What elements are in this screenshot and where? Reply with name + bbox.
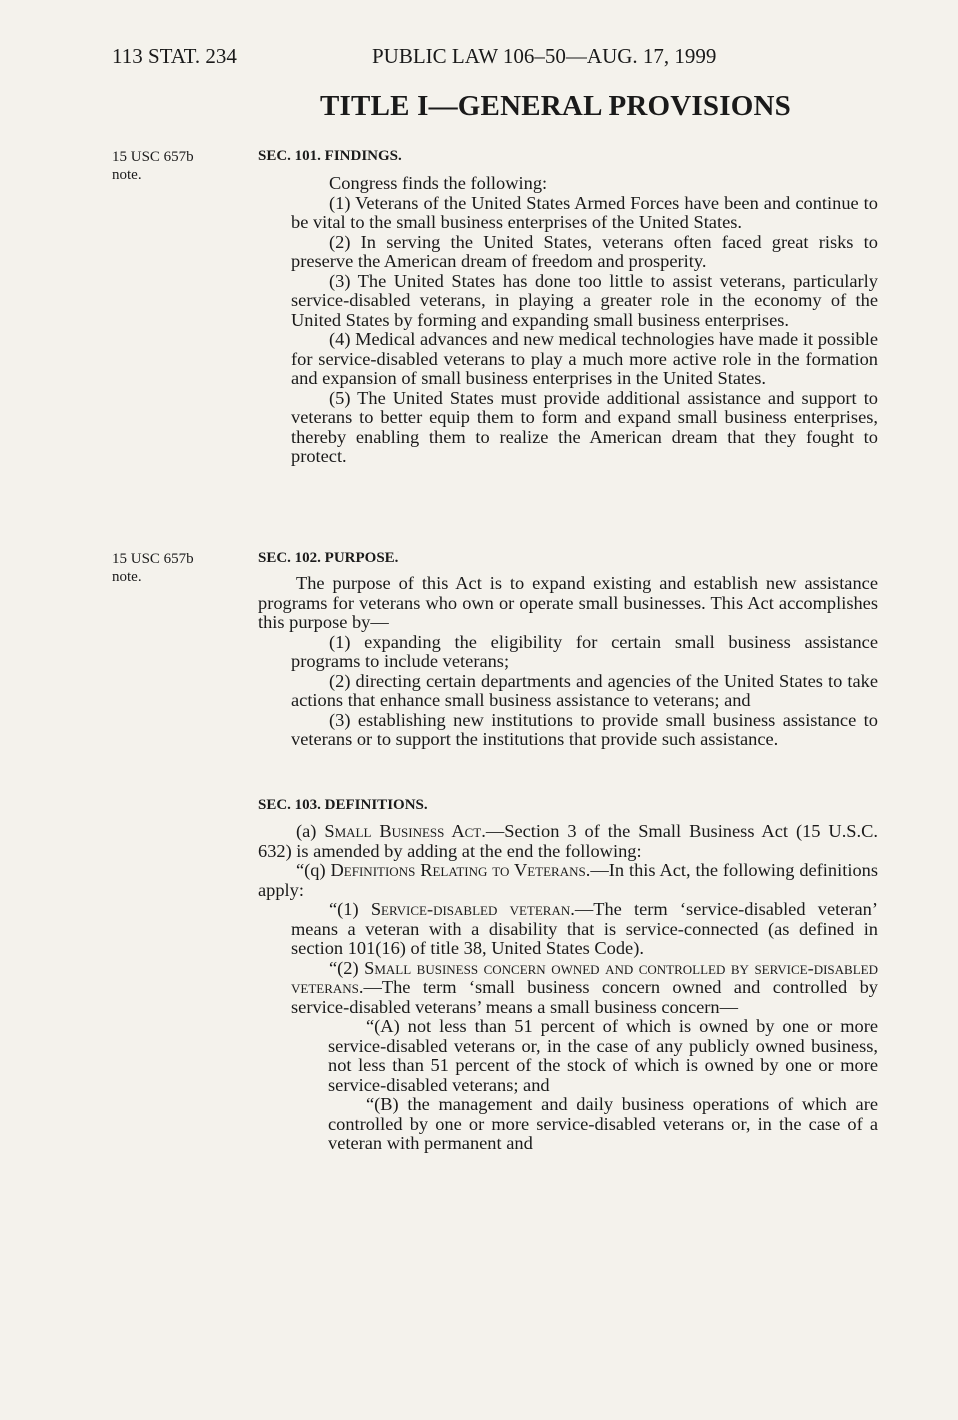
title-heading: TITLE I—GENERAL PROVISIONS [320, 90, 791, 122]
paragraph-1-text: .—The term ‘service-disabled veteran’ means a veteran with a disability that is service-connected (as defined in section 101(16) of title 38, United States Code). [291, 899, 878, 958]
purpose-item-1: (1) expanding the eligibility for certain small business assistance programs to include veterans; [291, 631, 878, 671]
subsection-a-label: (a) [296, 821, 325, 841]
finding-1: (1) Veterans of the United States Armed Forces have been and continue to be vital to the small business enterprises of the United States. [291, 192, 878, 232]
purpose-item-2: (2) directing certain departments and agencies of the United States to take actions that enhance small business assistance to veterans; and [291, 670, 878, 710]
paragraph-2-label: “(2) [329, 957, 365, 978]
margin-note-sec101: 15 USC 657b note. [112, 149, 194, 183]
subsection-q-caption: Definitions Relating to Veterans [330, 860, 586, 880]
subparagraph-b: “(B) the management and daily business operations of which are controlled by one or more service-disabled veterans or, in the case of a veteran with permanent and [328, 1094, 878, 1153]
paragraph-1-label: “(1) [329, 899, 371, 919]
margin-note-sec102: 15 USC 657b note. [112, 551, 194, 585]
finding-4: (4) Medical advances and new medical technologies have made it possible for service-disabled veterans to play a much more active role in the formation and expansion of small business enterprises in the United States. [291, 329, 878, 388]
subsection-a [258, 822, 878, 861]
subparagraph-a: “(A) not less than 51 percent of which is owned by one or more service-disabled veterans or, in the case of any publicly owned business, not less than 51 percent of the stock of which is owned by one or more service-disabled veterans; and [328, 1016, 878, 1095]
paragraph-2-text: .—The term ‘small business concern owned and controlled by service-disabled veterans’ means a small business concern— [291, 977, 878, 1017]
subsection-q-text: .—In this Act, the following definitions apply: [258, 860, 878, 900]
paragraph-2-caption: Small business concern owned and controlled by service-disabled veterans [291, 957, 878, 997]
section-103-heading: SEC. 103. DEFINITIONS. [258, 797, 428, 813]
section-101-heading: SEC. 101. FINDINGS. [258, 148, 402, 164]
paragraph-2 [258, 959, 878, 1018]
section-103-body [258, 822, 878, 1154]
finding-5: (5) The United States must provide additional assistance and support to veterans to better equip them to form and expand small business enterprises, thereby enabling them to realize the American dream that they fought to protect. [291, 387, 878, 466]
finding-3: (3) The United States has done too little to assist veterans, particularly service-disabled veterans, in playing a greater role in the economy of the United States by forming and expanding small business enterprises. [291, 270, 878, 330]
finding-2: (2) In serving the United States, veterans often faced great risks to preserve the American dream of freedom and prosperity. [291, 231, 878, 271]
running-header: PUBLIC LAW 106–50—AUG. 17, 1999 [372, 44, 717, 68]
paragraph-1-caption: Service-disabled veteran [370, 899, 571, 919]
subsection-q [258, 861, 878, 900]
section-102-intro: The purpose of this Act is to expand existing and establish new assistance programs for veterans who own or operate small businesses. This Act accomplishes this purpose by— [258, 573, 878, 632]
paragraph-1 [258, 900, 878, 959]
subsection-q-label: “(q) [296, 860, 331, 880]
section-102-body [258, 574, 878, 750]
section-102-heading: SEC. 102. PURPOSE. [258, 550, 399, 566]
stat-page-reference: 113 STAT. 234 [112, 44, 237, 68]
subsection-a-text: .—Section 3 of the Small Business Act (15 U.S.C. 632) is amended by adding at the end the following: [258, 821, 878, 861]
section-101-body [258, 174, 878, 467]
purpose-item-3: (3) establishing new institutions to provide small business assistance to veterans or to support the institutions that provide such assistance. [291, 709, 878, 749]
section-101-intro: Congress finds the following: [329, 173, 548, 193]
subsection-a-caption: Small Business Act [324, 821, 482, 841]
